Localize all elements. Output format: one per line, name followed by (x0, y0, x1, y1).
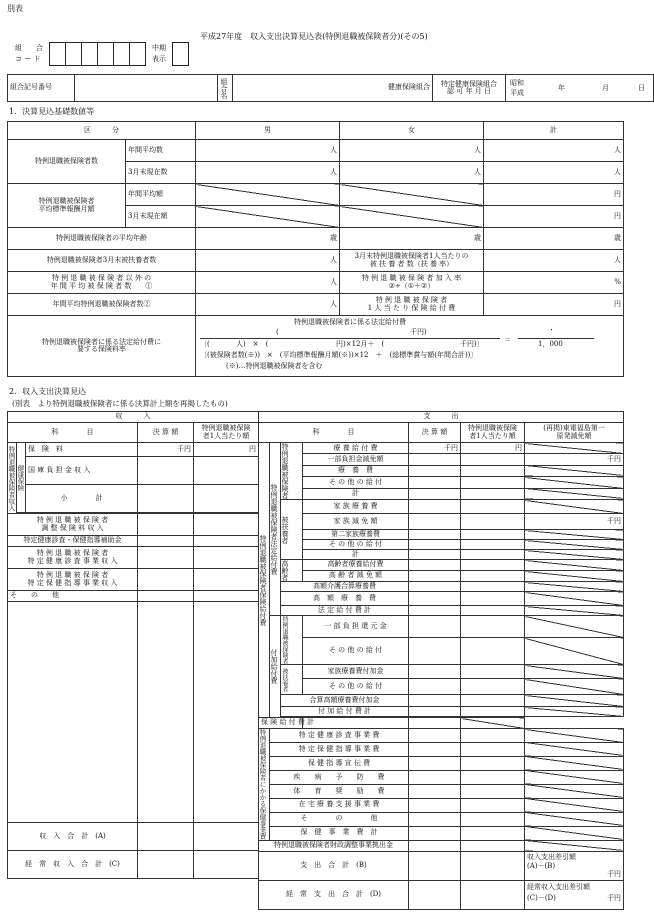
union-symbol-label: 組合記号番号 (8, 75, 75, 102)
midterm-label: 中期 (152, 44, 166, 52)
form-title: 平成27年度 収入支出決算見込表(特例退職被保険者分)(その5) (200, 32, 428, 41)
union-name-field[interactable]: 健康保険組合 (233, 75, 433, 102)
recurring-income-label: 経 常 収 入 合 計 (C) (8, 851, 138, 879)
form-label: 別表 (7, 4, 23, 13)
union-symbol-field[interactable] (75, 75, 218, 102)
union-code-label: 組 合 (15, 44, 43, 52)
recurring-expense-label: 経 常 支 出 合 計 (D) (259, 880, 409, 909)
union-name-label: 組合名 (220, 77, 228, 99)
avg-age-label: 特例退職被保険者の平均年齢 (8, 228, 196, 250)
income-table: 収 入 科 目 決 算 額 特例退職被保険 者1人当たり額 特例退職被保険者収入 健康保険 保 険 料 千円 円 国 庫 負 担 金 収 入 小 計 特 例 退 職 被 保 険 者 調 整 保 険 料 収 入 特定健康診査・保健指導補助金 特 例 退 職 被 保 険 者 特 定 健 康 診 査 事 業 収 入 特 例 退 職 被 保 険 者 特 定 保 健 指 導 事 業 収 入 そ の 他 収 入 合 計 (A) 経 常 収 入 合 計 (C) (7, 411, 259, 879)
union-code-label-2: コ ー ド (15, 55, 41, 63)
expense-total-label: 支 出 合 計 (B) (259, 851, 409, 880)
approval-date-field[interactable]: 昭和 平成 年 月 日 (506, 75, 654, 102)
midterm-box[interactable] (172, 42, 189, 66)
section2-subtitle: (別表 より特例退職被保険者に係る決算計上額を再掲したもの) (12, 399, 228, 408)
col-male: 男 (196, 122, 340, 140)
col-total: 計 (484, 122, 624, 140)
section1-title: 1．決算見込基礎数値等 (9, 107, 95, 116)
union-code-boxes[interactable] (49, 42, 145, 66)
section2-title: 2．収入支出決算見込 (9, 387, 87, 396)
midterm-label-2: 表示 (152, 55, 166, 63)
basic-figures-table: 区 分 男 女 計 特例退職被保険者数 年間平均数 人 人 人 3月末現在数 人 人 人 特例退職被保険者 平均標準報酬月額 年間平均額 円 3月末現在額 円 特例退職被保険者の平均年齢 歳 歳 歳 特例退職被保険者3月末被扶養者数 人 3月末特例退職被保険者1人当たりの 被 扶 養 者 数（扶 養 率） 人 特 例 退 職 被 保 険 者 以 外 の 年 間 平 均 被 保 険 者 数 ① 人 特 例 退 職 被 保 険 者 加 入 率 ②÷（①＋②） % 年間平均特例退職被保険者数② 人 特 例 退 職 被 保 険 者 1 人 当 た り 保 険 給 付 費 円 特例退職被保険者に係る法定給付費に 要する保険料率 特例退職被保険者に係る法定給付費 ( 千円) 〔( 人) × ( 円)×12月＋ ( 千円)〕 〔(被保険者数(※)) × (平均標準報酬月額(※))×12 ＋ (総標準賞与額(年間合計))〕 (※)…特例退職被保険者を含む ＝ ・ 1，000 (7, 121, 624, 377)
col-female: 女 (340, 122, 484, 140)
approval-date-label: 特定健康保険組合 (441, 79, 497, 88)
income-expense-table (7, 411, 623, 902)
income-total-label: 収 入 合 計 (A) (8, 823, 138, 851)
premium-rate-formula: 特例退職被保険者に係る法定給付費 ( 千円) 〔( 人) × ( 円)×12月＋ ( 千円)〕 〔(被保険者数(※)) × (平均標準報酬月額(※))×12 ＋ (総標準賞与額(年間合計))〕 (※)…特例退職被保険者を含む ＝ ・ 1，000 (196, 316, 624, 377)
insured-count-label: 特例退職被保険者数 (8, 140, 126, 184)
union-info-table: 組合記号番号 組合名 健康保険組合 特定健康保険組合 認 可 年 月 日 昭和 平成 年 月 日 (7, 74, 654, 102)
expense-table: 支 出 科 目 決 算 額 特例退職被保険 者1人当たり額 (再掲)東電福島第一 原発減免額 特例退職被保険者保険給付費 特例退職被保険者法定給付費 特例退職被保険者 療 養 給 付 費 千円 円 一部負担金減免額 千円 療 養 費 そ の 他 の 給 付 計 被扶養者 家 族 療 養 費 家 族 減 免 額 千円 第二家族療養費 そ の 他 の 給 付 計 高齢者 高齢者療養給付費 高 齢 者 減 免 額 高額介護合算療養費 高 額 療 養 費 法 定 給 付 費 計 付加給付費 特例退職被保険者 一 部 負 担 還 元 金 そ の 他 の 給 付 被扶養者 家族療養費付加金 そ の 他 の 給 付 合算高額療養費付加金 付 加 給 付 費 計 保 険 給 付 費 計 特例退職被保険者にかかる保健事業費 特 定 健 康 診 査 事 業 費 特 定 保 健 指 導 事 業 費 保 健 指 導 宣 伝 費 疾 病 予 防 費 体 育 奨 励 費 在 宅 療 養 支 援 事 業 費 そ の 他 保 健 事 業 費 計 特例退職被保険者財政調整事業拠出金 支 出 合 計 (B) 収入支出差引額 (A)－(B) 千円 経 常 支 出 合 計 (D) 経常収入支出差引額 (C)－(D) 千円 (258, 411, 624, 910)
col-category: 区 分 (8, 122, 196, 140)
